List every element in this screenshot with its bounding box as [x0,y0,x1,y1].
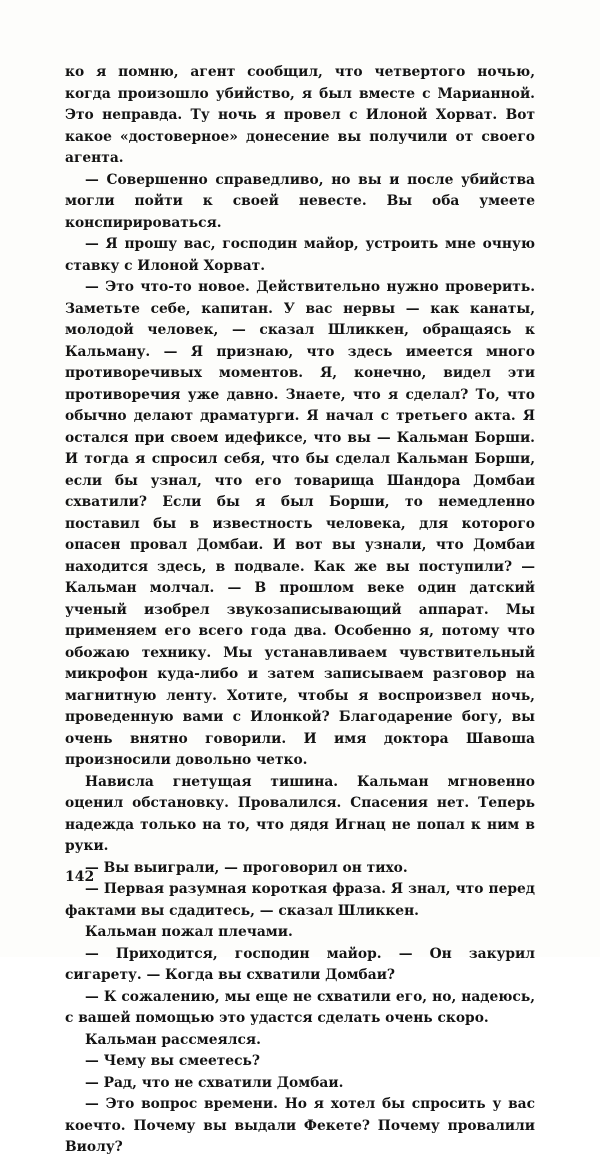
paragraph: — Вы выиграли, — проговорил он тихо. [85,859,408,876]
page-number: 142 [65,869,95,885]
paragraph: — Совершенно справедливо, но вы и после убийства могли пойти к своей невесте. Вы оба умеете конспирироваться. [65,171,535,231]
paragraph: — К сожалению, мы еще не схватили его, но, надеюсь, с вашей помощью это удастся сделать очень скоро. [65,988,535,1026]
paragraph: — Приходится, господин майор. — Он закурил сигарету. — Когда вы схватили Домбаи? [65,945,535,983]
paragraph: Нависла гнетущая тишина. Кальман мгновенно оценил обстановку. Провалился. Спасения нет. Теперь надежда только на то, что дядя Игнац не попал к ним в руки. [65,773,535,854]
paragraph: — Я прошу вас, господин майор, устроить мне очную ставку с Илоной Хорват. [65,236,535,274]
paragraph: — Первая разумная короткая фраза. Я знал, что перед фактами вы сдадитесь, — сказал Шликкен. [65,881,535,919]
paragraph: ко я помню, агент сообщил, что четвертого ночью, когда произошло убийство, я был вместе с Марианной. Это неправда. Ту ночь я провел с Илоной Хорват. Вот какое «достоверное» донесение вы получили от своего агента. [65,64,535,166]
paragraph: — Это вопрос времени. Но я хотел бы спросить у вас коечто. Почему вы выдали Фекете? Почему провалили Виолу? [65,1096,535,1155]
paragraph: Кальман рассмеялся. [85,1031,261,1048]
paragraph: — Рад, что не схватили Домбаи. [85,1074,344,1091]
body-text [65,62,535,1159]
paragraph: Кальман пожал плечами. [85,924,293,940]
paragraph: — Это что-то новое. Действительно нужно проверить. Заметьте себе, капитан. У вас нервы — как канаты, молодой человек, — сказал Шликкен, обращаясь к Кальману. — Я признаю, что здесь имеется много противоречивых моментов. Я, конечно, видел эти противоречия уже давно. Знаете, что я сделал? То, что обычно делают драматурги. Я начал с третьего акта. Я остался при своем идефиксе, что вы — Кальман Борши. И тогда я спросил себя, что бы сделал Кальман Борши, если бы узнал, что его товарища Шандора Домбаи схватили? Если бы я был Борши, то немедленно поставил бы в известность человека, для которого опасен провал Домбаи. И вот вы узнали, что Домбаи находится здесь, в подвале. Как же вы поступили? — Кальман молчал. — В прошлом веке один датский ученый изобрел звукозаписывающий аппарат. Мы применяем его всего года два. Особенно я, потому что обожаю технику. Мы устанавливаем чувствительный микрофон куда-либо и затем записываем разговор на магнитную ленту. Хотите, чтобы я воспроизвел ночь, проведенную вами с Илонкой? Благодарение богу, вы очень внятно говорили. И имя доктора Шавоша произносили довольно четко. [65,279,535,768]
paragraph: — Чему вы смеетесь? [85,1053,260,1069]
